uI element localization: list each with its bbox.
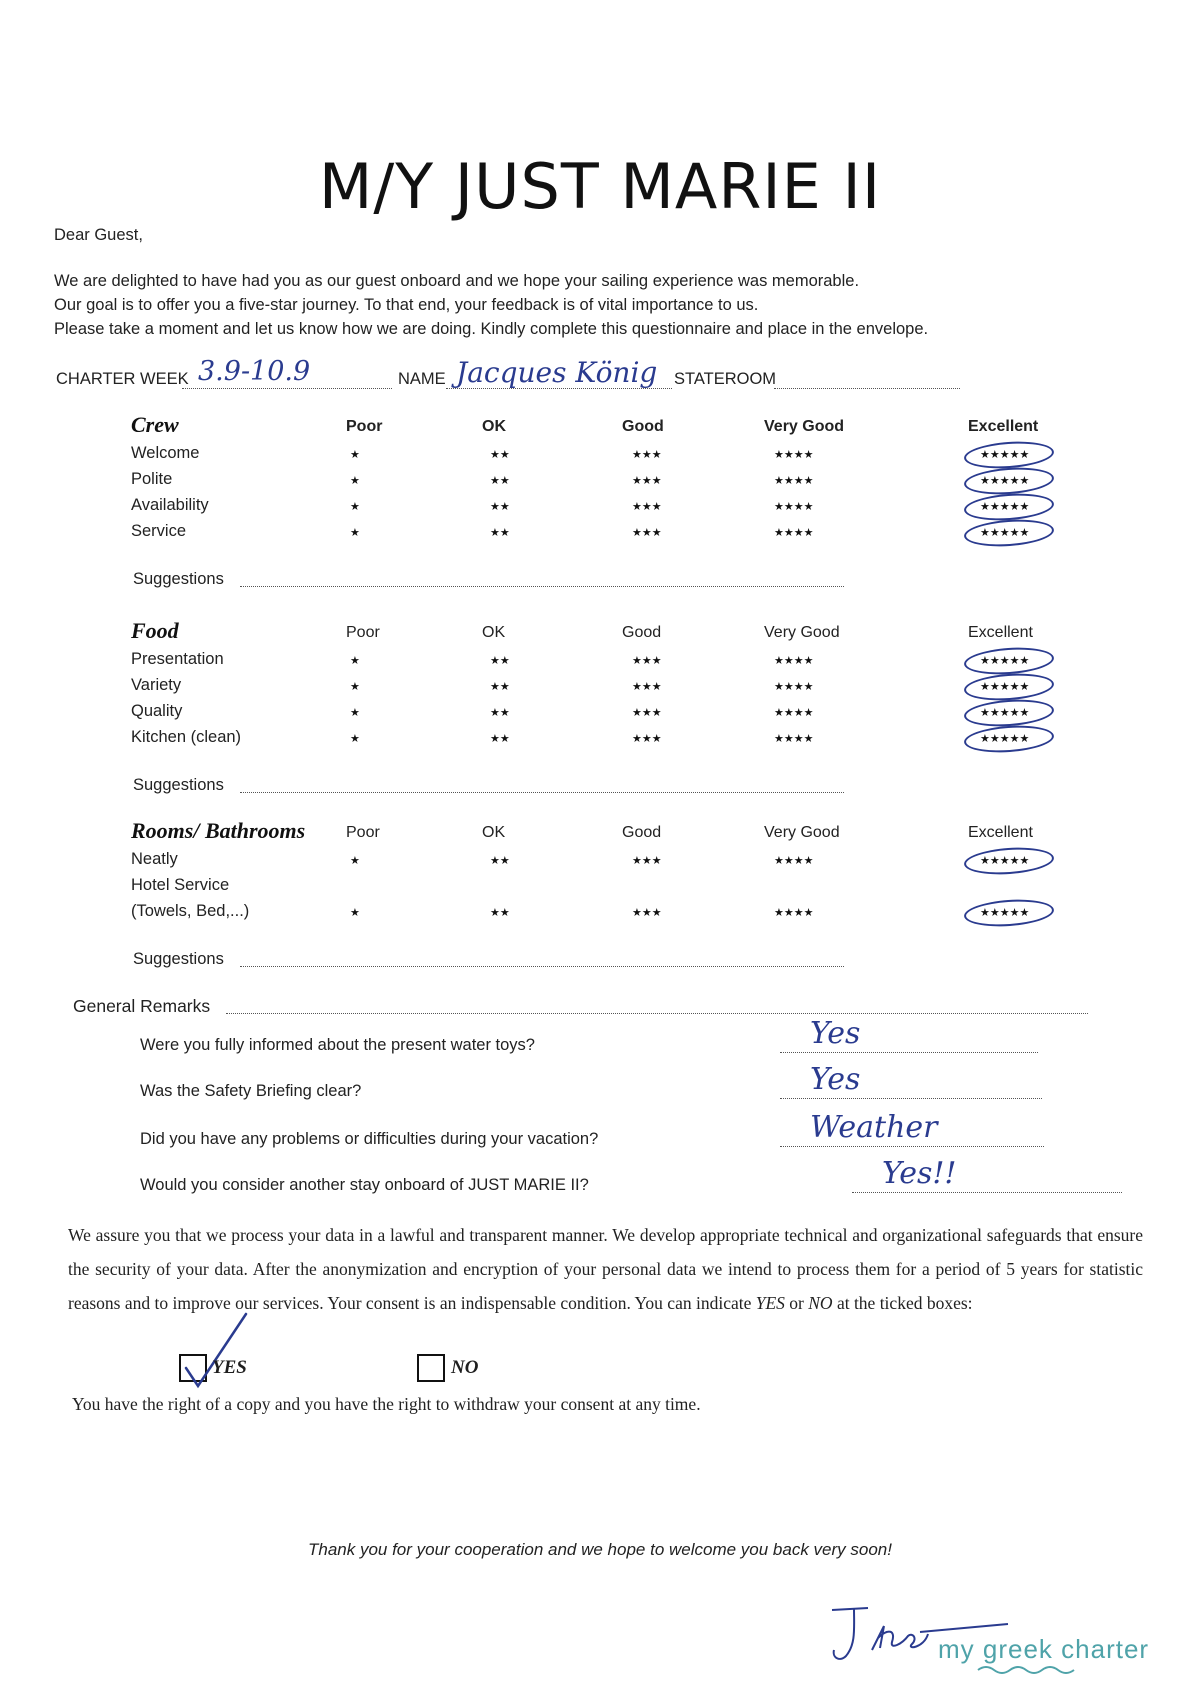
row-label: Service (131, 522, 187, 540)
consent-no-word: NO (808, 1293, 833, 1313)
wave-icon (976, 1664, 1080, 1676)
suggestions-line[interactable] (240, 792, 844, 793)
answer-value[interactable]: Yes (810, 1016, 861, 1051)
rating-option[interactable]: ★★★ (632, 527, 662, 539)
row-label: Welcome (131, 444, 200, 462)
row-label: Hotel Service (131, 876, 230, 894)
suggestions-line[interactable] (240, 586, 844, 587)
rating-option[interactable]: ★★★★★ (980, 475, 1030, 487)
row-label: Quality (131, 702, 183, 720)
rating-option[interactable]: ★★★★★ (980, 527, 1030, 539)
consent-or-word: or (789, 1293, 804, 1313)
rating-option[interactable]: ★★★ (632, 733, 662, 745)
rating-option[interactable]: ★★ (490, 907, 510, 919)
rating-option[interactable]: ★★★ (632, 475, 662, 487)
consent-no-label: NO (451, 1357, 479, 1378)
rating-option[interactable]: ★★ (490, 681, 510, 693)
answer-line[interactable] (780, 1146, 1044, 1147)
charter-week-label: CHARTER WEEK (56, 370, 189, 388)
rating-option[interactable]: ★★★★ (774, 733, 814, 745)
rating-option[interactable]: ★★ (490, 475, 510, 487)
rating-option[interactable]: ★ (350, 655, 360, 667)
rating-option[interactable]: ★★★ (632, 681, 662, 693)
section-title: Crew (131, 412, 179, 437)
rating-option[interactable]: ★ (350, 681, 360, 693)
check-mark-icon (176, 1310, 266, 1392)
selected-rating-circle (963, 671, 1055, 703)
rating-option[interactable]: ★★ (490, 501, 510, 513)
answer-line[interactable] (780, 1052, 1038, 1053)
rating-option[interactable]: ★ (350, 501, 360, 513)
charter-week-line (182, 388, 392, 389)
general-remarks-label: General Remarks (73, 996, 211, 1016)
row-label: Variety (131, 676, 182, 694)
rating-option[interactable]: ★★★ (632, 707, 662, 719)
closing-text: Thank you for your cooperation and we hope to welcome you back very soon! (307, 1540, 892, 1559)
rating-option[interactable]: ★★★★★ (980, 907, 1030, 919)
question-text: Would you consider another stay onboard of JUST MARIE II? (140, 1176, 589, 1194)
answer-value[interactable]: Yes!! (882, 1156, 957, 1191)
rating-option[interactable]: ★★★★★ (980, 449, 1030, 461)
column-header: Good (622, 418, 664, 435)
rating-option[interactable]: ★ (350, 907, 360, 919)
rating-option[interactable]: ★ (350, 449, 360, 461)
rating-option[interactable]: ★★★★ (774, 855, 814, 867)
general-remarks-line[interactable] (226, 1013, 1088, 1014)
row-label: Presentation (131, 650, 224, 668)
column-header: Excellent (968, 824, 1033, 841)
column-header: Very Good (764, 418, 845, 435)
answer-value[interactable]: Weather (810, 1110, 938, 1145)
rating-option[interactable]: ★ (350, 527, 360, 539)
rating-option[interactable]: ★★★★ (774, 707, 814, 719)
column-header: Poor (346, 418, 383, 435)
selected-rating-circle (963, 645, 1055, 677)
rating-option[interactable]: ★★★★★ (980, 681, 1030, 693)
selected-rating-circle (963, 697, 1055, 729)
consent-text: We assure you that we process your data in a lawful and transparent manner. We develop appropriate technical and organizational safeguards that ensure the security of your data. After the anonymization and encryption of your personal data we intend to process them for a period of 5 years for statistic reasons and to improve our services. Your consent is an indispensable condition. You can indicate (68, 1225, 1143, 1313)
column-header: Excellent (968, 418, 1039, 435)
suggestions-line[interactable] (240, 966, 844, 967)
answer-line[interactable] (852, 1192, 1122, 1193)
question-text: Was the Safety Briefing clear? (140, 1082, 362, 1100)
rating-option[interactable]: ★★★ (632, 655, 662, 667)
section-title: Rooms/ Bathrooms (131, 818, 306, 843)
consent-paragraph (68, 1218, 1143, 1320)
rating-option[interactable]: ★ (350, 733, 360, 745)
rating-option[interactable]: ★★★★ (774, 449, 814, 461)
rating-option[interactable]: ★★★★★ (980, 707, 1030, 719)
consent-no-checkbox[interactable] (417, 1354, 445, 1382)
row-label: Availability (131, 496, 209, 514)
intro-line-2: Our goal is to offer you a five-star journey. To that end, your feedback is of vital importance to us. (54, 296, 759, 314)
suggestions-label: Suggestions (133, 950, 224, 968)
section-title: Food (131, 618, 179, 643)
suggestions-label: Suggestions (133, 776, 224, 794)
selected-rating-circle (963, 723, 1055, 755)
consent-yes-label: YES (212, 1357, 247, 1378)
column-header: OK (482, 824, 506, 841)
selected-rating-circle (963, 491, 1055, 523)
rating-option[interactable]: ★★★★★ (980, 501, 1030, 513)
rating-option[interactable]: ★★ (490, 449, 510, 461)
column-header: Good (622, 624, 662, 641)
column-header: Very Good (764, 624, 840, 641)
name-value[interactable]: Jacques König (456, 356, 658, 389)
intro-line-3: Please take a moment and let us know how we are doing. Kindly complete this questionnaire and place in the envelope. (54, 320, 929, 338)
consent-tail: at the ticked boxes: (836, 1293, 973, 1313)
column-header: OK (482, 624, 506, 641)
rating-option[interactable]: ★ (350, 475, 360, 487)
page-title: M/Y JUST MARIE II (318, 150, 882, 223)
rating-option[interactable]: ★ (350, 707, 360, 719)
column-header: Poor (346, 624, 380, 641)
stateroom-label: STATEROOM (674, 370, 777, 388)
question-text: Were you fully informed about the present water toys? (140, 1036, 535, 1054)
intro-line-1: We are delighted to have had you as our guest onboard and we hope your sailing experience was memorable. (54, 272, 860, 290)
column-header: Very Good (764, 824, 840, 841)
stateroom-line[interactable] (774, 388, 960, 389)
rating-option[interactable]: ★★★★ (774, 907, 814, 919)
rating-option[interactable]: ★★★★ (774, 501, 814, 513)
charter-week-value[interactable]: 3.9-10.9 (198, 356, 311, 387)
selected-rating-circle (963, 845, 1055, 877)
rating-option[interactable]: ★★★★★ (980, 855, 1030, 867)
column-header: Poor (346, 824, 380, 841)
question-text: Did you have any problems or difficulties during your vacation? (140, 1130, 599, 1148)
rights-text: You have the right of a copy and you have the right to withdraw your consent at any time. (72, 1394, 701, 1414)
row-label: (Towels, Bed,...) (131, 902, 250, 920)
rating-option[interactable]: ★★ (490, 855, 510, 867)
rating-option[interactable]: ★★★ (632, 449, 662, 461)
row-label: Kitchen (clean) (131, 728, 242, 746)
row-label: Neatly (131, 850, 178, 868)
rating-option[interactable]: ★★★ (632, 855, 662, 867)
rating-option[interactable]: ★★ (490, 527, 510, 539)
consent-yes-word: YES (755, 1293, 785, 1313)
rating-option[interactable]: ★★★★★ (980, 733, 1030, 745)
selected-rating-circle (963, 465, 1055, 497)
greeting: Dear Guest, (54, 226, 143, 244)
answer-line[interactable] (780, 1098, 1042, 1099)
column-header: Good (622, 824, 662, 841)
column-header: Excellent (968, 624, 1033, 641)
selected-rating-circle (963, 897, 1055, 929)
rating-option[interactable]: ★★ (490, 655, 510, 667)
column-header: OK (482, 418, 506, 435)
rating-option[interactable]: ★★ (490, 707, 510, 719)
selected-rating-circle (963, 439, 1055, 471)
suggestions-label: Suggestions (133, 570, 224, 588)
name-label: NAME (398, 370, 446, 388)
rating-option[interactable]: ★★★ (632, 501, 662, 513)
rating-option[interactable]: ★★ (490, 733, 510, 745)
selected-rating-circle (963, 517, 1055, 549)
rating-option[interactable]: ★★★ (632, 907, 662, 919)
rating-option[interactable]: ★ (350, 855, 360, 867)
rating-option[interactable]: ★★★★ (774, 527, 814, 539)
row-label: Polite (131, 470, 173, 488)
answer-value[interactable]: Yes (810, 1062, 861, 1097)
rating-option[interactable]: ★★★★ (774, 655, 814, 667)
rating-option[interactable]: ★★★★★ (980, 655, 1030, 667)
rating-option[interactable]: ★★★★ (774, 681, 814, 693)
watermark: my greek charter (938, 1634, 1150, 1664)
rating-option[interactable]: ★★★★ (774, 475, 814, 487)
